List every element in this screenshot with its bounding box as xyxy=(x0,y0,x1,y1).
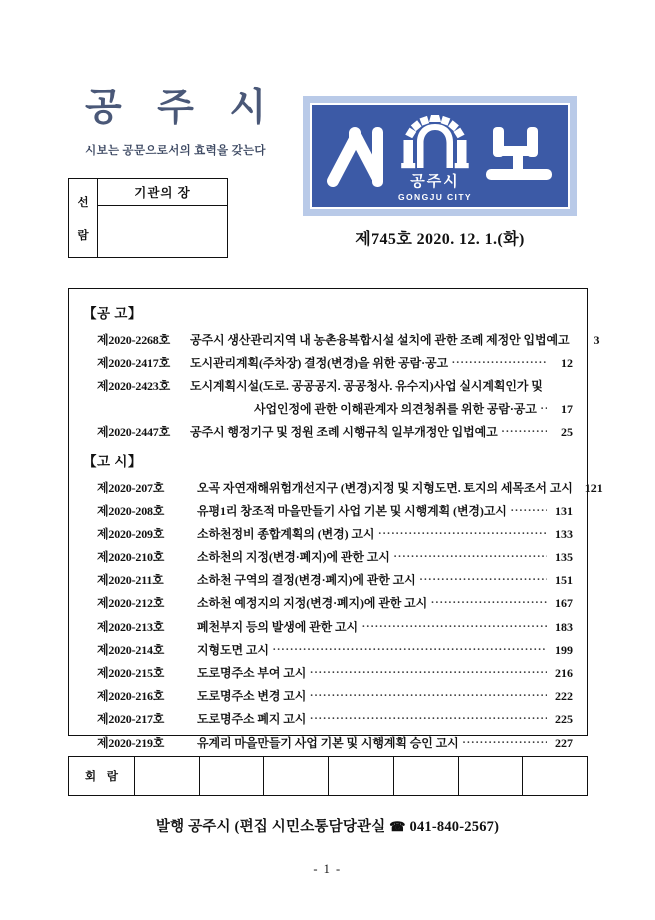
toc-entry[interactable] xyxy=(83,498,573,521)
entry-number: 제2020-216호 xyxy=(97,689,165,704)
publisher-line xyxy=(0,815,655,836)
emblem-korean-label: 공주시 xyxy=(410,172,460,190)
toc-entry[interactable] xyxy=(83,660,573,683)
entry-page: 216 xyxy=(555,666,573,681)
circulation-table xyxy=(68,756,588,796)
circulation-cell[interactable] xyxy=(200,757,265,795)
leader-dots xyxy=(378,526,547,538)
toc-entry[interactable] xyxy=(83,545,573,568)
entry-number: 제2020-215호 xyxy=(97,666,165,681)
emblem-english-label: GONGJU CITY xyxy=(398,191,472,202)
toc-entry[interactable] xyxy=(83,591,573,614)
entry-number: 제2020-2417호 xyxy=(97,355,170,370)
entry-number: 제2020-212호 xyxy=(97,596,165,611)
entry-title-continued: 사업인정에 관한 이해관계자 의견청취를 위한 공람·공고 xyxy=(254,402,537,417)
issue-number-date: 제745호 2020. 12. 1.(화) xyxy=(355,231,525,248)
entry-number: 제2020-211호 xyxy=(97,573,164,588)
entry-number: 제2020-213호 xyxy=(97,619,165,634)
entry-title: 도로명주소 변경 고시 xyxy=(197,689,307,704)
entry-page: 3 xyxy=(593,332,600,347)
entry-number: 제2020-208호 xyxy=(97,503,165,518)
leader-dots xyxy=(420,572,547,584)
leader-dots xyxy=(541,401,547,413)
entry-title: 소하천의 지정(변경·폐지)에 관한 고시 xyxy=(197,550,390,565)
entry-title: 소하천 구역의 결정(변경·폐지)에 관한 고시 xyxy=(197,573,416,588)
entry-page: 121 xyxy=(584,480,603,495)
entry-page: 199 xyxy=(555,642,573,657)
entry-number: 제2020-210호 xyxy=(97,550,165,565)
entry-page: 222 xyxy=(555,689,573,704)
entry-title: 소하천정비 종합계획의 (변경) 고시 xyxy=(197,526,375,541)
approval-stamp-box xyxy=(68,178,228,258)
approval-signature-area xyxy=(98,206,227,257)
entry-page: 25 xyxy=(561,425,573,440)
page-header xyxy=(0,0,655,275)
entry-number: 제2020-214호 xyxy=(97,642,165,657)
entry-title: 도로명주소 폐지 고시 xyxy=(197,712,307,727)
leader-dots xyxy=(310,665,547,677)
circulation-cell[interactable] xyxy=(329,757,394,795)
entry-title: 공주시 생산관리지역 내 농촌융복합시설 설치에 관한 조례 제정안 입법예고 xyxy=(190,332,570,347)
toc-entry[interactable] xyxy=(83,568,573,591)
entry-page: 227 xyxy=(555,735,573,750)
circulation-cell[interactable] xyxy=(523,757,587,795)
approval-signature-column xyxy=(98,179,227,257)
entry-title: 지형도면 고시 xyxy=(197,642,269,657)
toc-entry[interactable] xyxy=(83,730,573,753)
entry-number: 제2020-2423호 xyxy=(97,378,170,393)
publisher-text: 발행 공주시 (편집 시민소통담당관실 xyxy=(155,819,386,835)
gongju-city-emblem xyxy=(396,113,474,202)
entry-title: 오곡 자연재해위험개선지구 (변경)지정 및 지형도면. 토지의 세목조서 고시 xyxy=(197,480,573,495)
entry-page: 151 xyxy=(555,573,573,588)
masthead-motto: 시보는 공문으로서의 효력을 갖는다 xyxy=(85,144,266,157)
entry-title: 유평1리 창조적 마을만들기 사업 기본 및 시행계획 (변경)고시 xyxy=(197,503,507,518)
section-heading-notice: 【공 고】 xyxy=(83,306,142,321)
circulation-cell[interactable] xyxy=(135,757,200,795)
toc-entry[interactable] xyxy=(83,614,573,637)
entry-page: 133 xyxy=(555,526,573,541)
page-footer-number: - 1 - xyxy=(313,862,342,876)
entry-page: 135 xyxy=(555,550,573,565)
entry-title: 소하천 예정지의 지정(변경·폐지)에 관한 고시 xyxy=(197,596,428,611)
leader-dots xyxy=(310,711,547,723)
toc-entry[interactable] xyxy=(83,350,573,373)
toc-entry[interactable] xyxy=(83,475,603,498)
masthead xyxy=(68,88,283,158)
phone-icon: ☎ xyxy=(389,819,406,834)
toc-entry[interactable] xyxy=(83,637,573,660)
toc-entry[interactable] xyxy=(83,420,573,443)
circulation-cell[interactable] xyxy=(394,757,459,795)
toc-entry-continuation[interactable] xyxy=(83,397,573,420)
toc-entry[interactable] xyxy=(83,327,600,350)
entry-number: 제2020-219호 xyxy=(97,735,165,750)
approval-label-column xyxy=(69,179,98,257)
circulation-label: 회 람 xyxy=(69,757,135,795)
leader-dots xyxy=(463,735,547,747)
publisher-phone: 041-840-2567) xyxy=(409,819,500,835)
leader-dots xyxy=(431,595,547,607)
section-heading-gosi: 【고 시】 xyxy=(83,453,142,469)
circulation-cell[interactable] xyxy=(264,757,329,795)
approval-label-top: 선 xyxy=(77,196,89,209)
sibo-logo xyxy=(303,96,577,216)
entry-page: 17 xyxy=(561,402,573,417)
sibo-logo-panel xyxy=(310,103,570,209)
leader-dots xyxy=(502,424,547,436)
entry-page: 167 xyxy=(555,596,573,611)
entry-number: 제2020-209호 xyxy=(97,526,165,541)
leader-dots xyxy=(394,549,547,561)
toc-entry[interactable] xyxy=(83,707,573,730)
entry-title: 유계리 마을만들기 사업 기본 및 시행계획 승인 고시 xyxy=(197,735,459,750)
leader-dots xyxy=(452,355,547,367)
entry-page: 131 xyxy=(555,503,573,518)
leader-dots xyxy=(362,619,547,631)
entry-title: 도시계획시설(도로. 공공공지. 공공청사. 유수지)사업 실시계획인가 및 xyxy=(190,378,543,393)
entry-number: 제2020-217호 xyxy=(97,712,165,727)
entry-page: 183 xyxy=(555,619,573,634)
leader-dots xyxy=(511,503,547,515)
toc-entry[interactable] xyxy=(83,521,573,544)
arch-gate-icon xyxy=(396,113,474,169)
entry-title: 폐천부지 등의 발생에 관한 고시 xyxy=(197,619,358,634)
leader-dots xyxy=(273,642,547,654)
leader-dots xyxy=(310,688,547,700)
page-title: 공 주 시 xyxy=(84,87,280,129)
entry-number: 제2020-2268호 xyxy=(97,332,170,347)
entry-number: 제2020-207호 xyxy=(97,480,165,495)
entry-page: 225 xyxy=(555,712,573,727)
toc-entry[interactable] xyxy=(83,684,573,707)
logo-char-bo xyxy=(483,115,555,197)
entry-number: 제2020-2447호 xyxy=(97,425,170,440)
approval-label-bottom: 람 xyxy=(77,229,89,242)
entry-page: 12 xyxy=(561,355,573,370)
entry-title: 공주시 행정기구 및 정원 조례 시행규칙 일부개정안 입법예고 xyxy=(190,425,498,440)
circulation-cell[interactable] xyxy=(459,757,524,795)
logo-char-si xyxy=(325,115,387,197)
approval-column-head: 기관의 장 xyxy=(98,179,227,206)
entry-title: 도시관리계획(주차장) 결정(변경)을 위한 공람·공고 xyxy=(190,355,449,370)
table-of-contents xyxy=(68,288,603,750)
toc-entry[interactable] xyxy=(83,373,573,396)
entry-title: 도로명주소 부여 고시 xyxy=(197,666,307,681)
